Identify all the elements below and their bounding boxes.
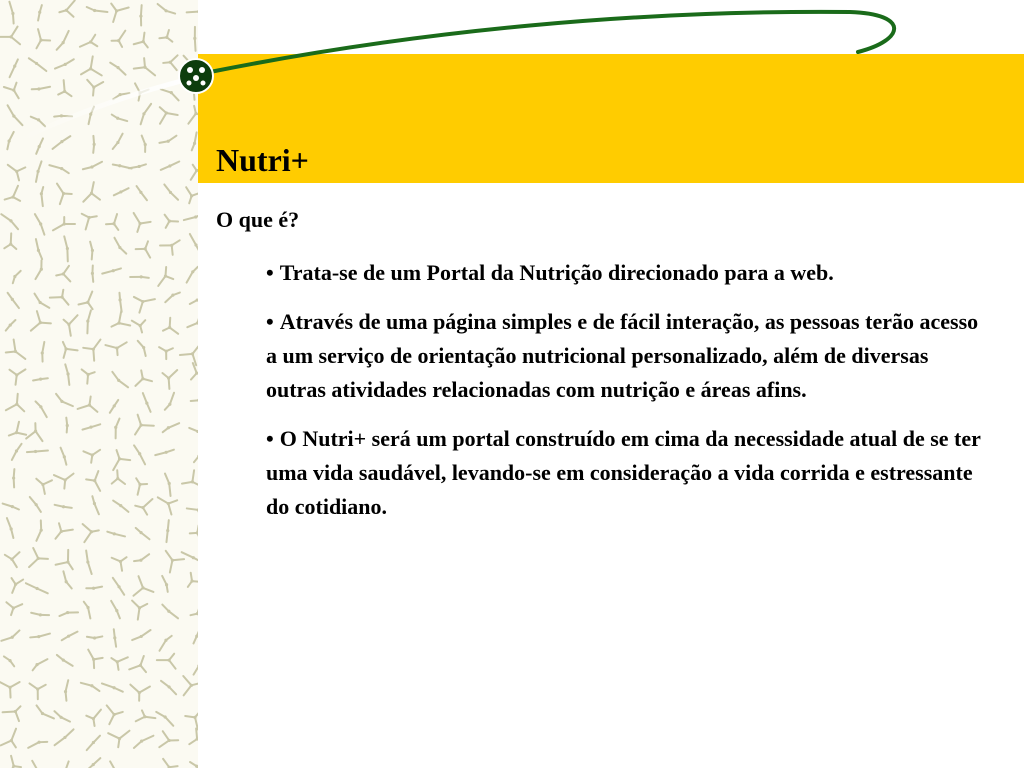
section-subtitle: O que é? [216,207,300,232]
list-item [266,422,986,524]
molecule-ball-icon [179,59,213,93]
swoosh-tail [20,80,185,140]
bullet-dot: • [266,426,274,451]
list-item [266,256,986,290]
swoosh-arc [210,12,894,72]
bullet-list [266,256,986,539]
swoosh-decoration [0,0,1024,200]
list-item [266,305,986,407]
bullet-text: O Nutri+ será um portal construído em cima da necessidade atual de se ter uma vida saudável, levando-se em consideração a vida corrida e estressante do cotidiano. [266,426,981,519]
bullet-text: Trata-se de um Portal da Nutrição direcionado para a web. [279,260,834,285]
bullet-text: Através de uma página simples e de fácil interação, as pessoas terão acesso a um serviço de orientação nutricional personalizado, além de diversas outras atividades relacionadas com nutrição e áreas afins. [266,309,979,402]
bullet-dot: • [266,309,274,334]
bullet-dot: • [266,260,274,285]
page-title: Nutri+ [216,142,309,178]
